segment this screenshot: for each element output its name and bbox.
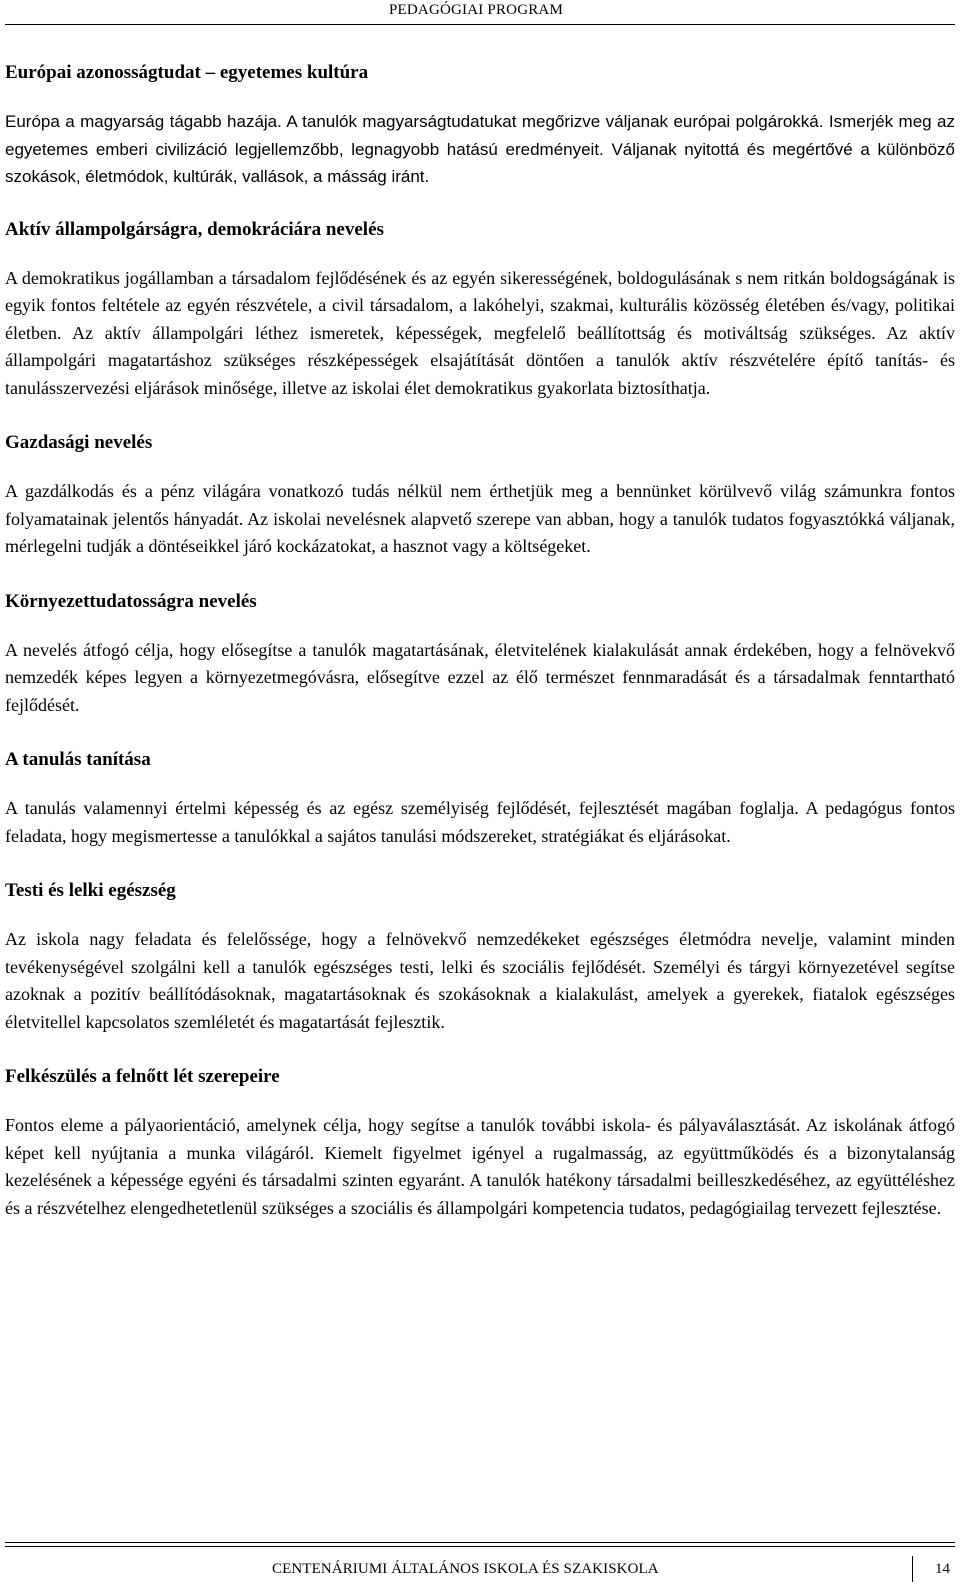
section-economic-education [5,430,955,561]
document-content [5,60,955,1250]
section-heading: Európai azonosságtudat – egyetemes kultúra [5,62,369,83]
section-physical-mental-health [5,878,955,1036]
header-rule [5,24,955,25]
section-european-identity [5,60,955,191]
section-learning-to-learn [5,747,955,850]
page-header: PEDAGÓGIAI PROGRAM [388,2,563,18]
section-body: A gazdálkodás és a pénz világára vonatkozó tudás nélkül nem érthetjük meg a bennünket körülvevő világ számunkra fontos folyamatainak jelentős hányadát. Az iskolai nevelésnek alapvető szerepe van abban, hogy a tanulók tudatos fogyasztókká váljanak, mérlegelni tudják a döntéseikkel járó kockázatokat, a hasznot vagy a költségeket. [5,481,955,556]
footer-rule [5,1542,955,1543]
section-body: Fontos eleme a pályaorientáció, amelynek célja, hogy segítse a tanulók további iskola- és pályaválasztását. Az iskolának átfogó képet kell nyújtania a munka világáról. Kiemelt figyelmet igényel a rugalmasság, az együttműködés és a bizonytalanság kezelésének a képessége egyéni és társadalmi szinten egyaránt. A tanulók hatékony társadalmi beilleszkedéséhez, az együttéléshez és a részvételhez elengedhetetlenül szükséges a szociális és állampolgári kompetencia tudatos, pedagógiailag tervezett fejlesztése. [5,1115,955,1218]
section-heading: Testi és lelki egészség [5,880,176,901]
section-adult-roles [5,1064,955,1222]
section-heading: Aktív állampolgárságra, demokráciára nevelés [5,218,384,240]
section-active-citizenship [5,217,955,403]
section-heading: Felkészülés a felnőtt lét szerepeire [5,1066,280,1087]
section-heading: Környezettudatosságra nevelés [5,590,257,612]
section-heading: Gazdasági nevelés [5,432,153,453]
section-body: Európa a magyarság tágabb hazája. A tanulók magyarságtudatukat megőrizve váljanak európai polgárokká. Ismerjék meg az egyetemes emberi civilizáció legjellemzőbb, legnagyobb hatású eredményeit. Váljanak nyitottá és megértővé a különböző szokások, életmódok, kultúrák, vallások, a másság iránt. [5,112,955,186]
footer-rule-double [5,1546,955,1547]
page-footer: CENTENÁRIUMI ÁLTALÁNOS ISKOLA ÉS SZAKISKOLA [272,1561,659,1577]
section-body: A tanulás valamennyi értelmi képesség és az egész személyiség fejlődését, fejlesztését magában foglalja. A pedagógus fontos feladata, hogy megismertesse a tanulókkal a sajátos tanulási módszereket, stratégiákat és eljárásokat. [5,798,955,846]
section-body: Az iskola nagy feladata és felelőssége, hogy a felnövekvő nemzedékeket egészséges életmódra nevelje, valamint minden tevékenységével szolgálni kell a tanulók egészséges testi, lelki és szociális fejlődését. Személyi és tárgyi környezetével segítse azoknak a pozitív beállítódásoknak, magatartásoknak és szokásoknak a kialakulást, amelyek a gyerekek, fiatalok egészséges életvitellel kapcsolatos szemléletét és magatartását fejlesztik. [5,929,955,1032]
section-body: A demokratikus jogállamban a társadalom fejlődésének és az egyén sikerességének, boldogulásának s nem ritkán boldogságának is egyik fontos feltétele az egyén részvétele, a civil társadalom, a lakóhelyi, szakmai, kulturális közösség életében és/vagy, politikai életben. Az aktív állampolgári léthez ismeretek, képességek, megfelelő beállítottság és motiváltság szükséges. Az aktív állampolgári magatartáshoz szükséges részképességek elsajátítását döntően a tanulók aktív részvételére építő tanítás- és tanulásszervezési eljárások minősége, illetve az iskolai élet demokratikus gyakorlata biztosíthatja. [5,267,955,398]
page-number: 14 [935,1561,950,1577]
section-environmental-awareness [5,589,955,720]
footer-divider [912,1556,913,1582]
section-body: A nevelés átfogó célja, hogy elősegítse a tanulók magatartásának, életvitelének kialakulását annak érdekében, hogy a felnövekvő nemzedék képes legyen a környezetmegóvásra, elősegítve ezzel az élő természet fennmaradását és a társadalmak fenntartható fejlődését. [5,639,955,715]
section-heading: A tanulás tanítása [5,749,151,770]
